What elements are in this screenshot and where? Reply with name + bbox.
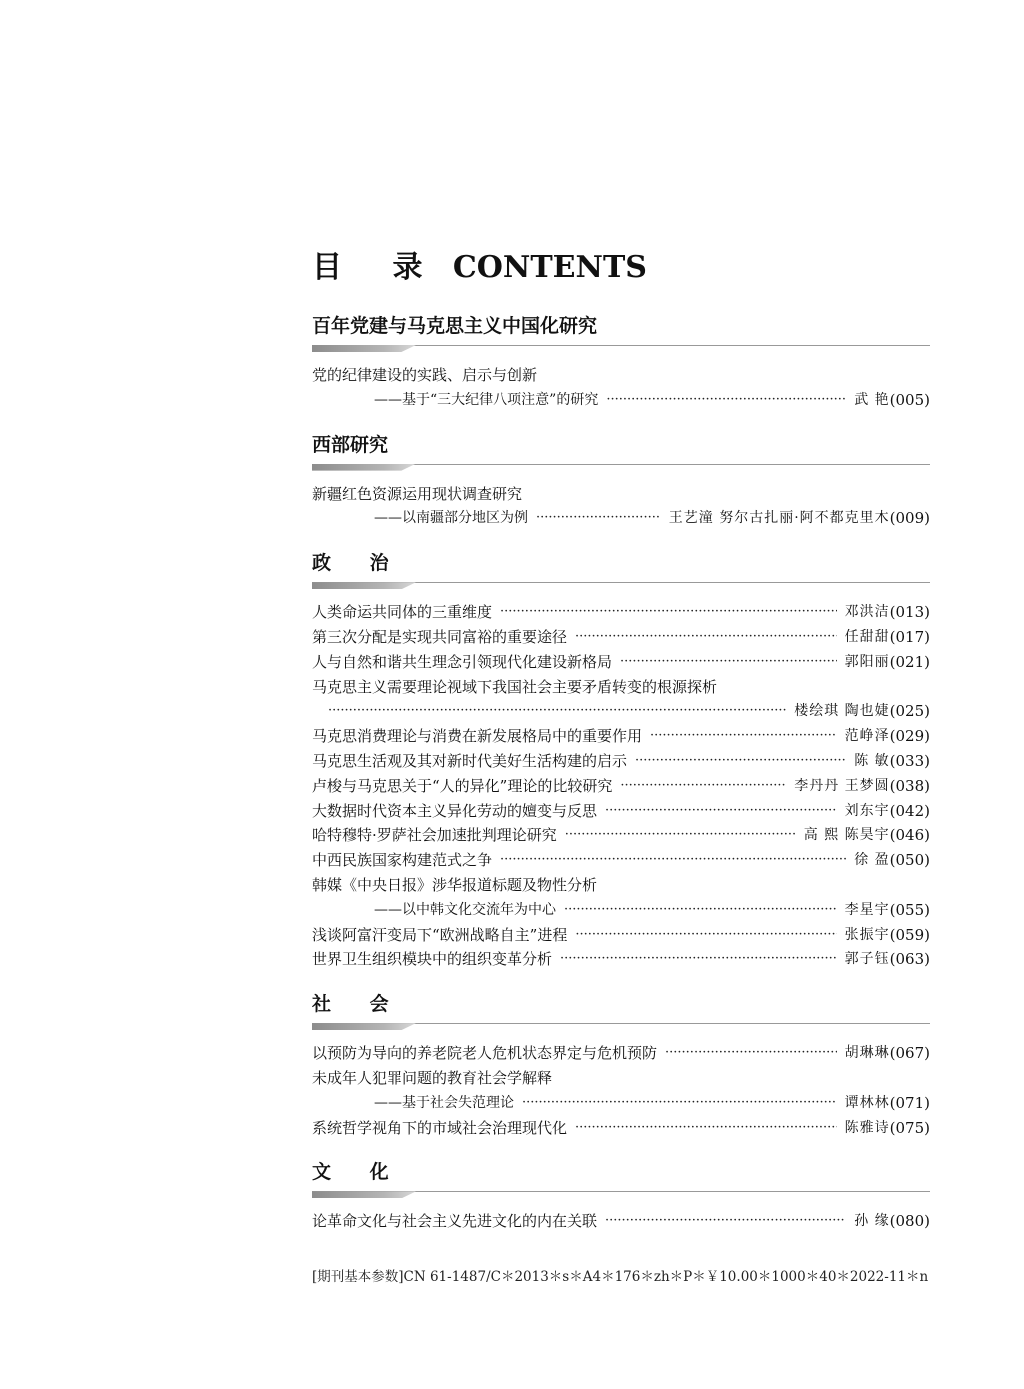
leader-dots xyxy=(500,848,846,873)
entry-page: (013) xyxy=(889,603,930,622)
toc-section xyxy=(312,1158,930,1234)
entry-title: 以预防为导向的养老院老人危机状态界定与危机预防 xyxy=(312,1044,658,1063)
toc-entry[interactable] xyxy=(312,363,930,413)
entry-author: 李丹丹 王梦圆 xyxy=(794,777,890,794)
entry-page: (042) xyxy=(889,801,930,820)
entry-page: (080) xyxy=(889,1212,930,1231)
leader-dots xyxy=(665,1041,837,1066)
table-of-contents xyxy=(312,248,930,1252)
toc-entry[interactable] xyxy=(312,724,930,749)
section-divider xyxy=(312,463,930,473)
entry-page: (021) xyxy=(889,652,930,671)
entry-author: 胡琳琳 xyxy=(844,1045,890,1062)
toc-entry[interactable] xyxy=(312,799,930,824)
section-title: 文 化 xyxy=(312,1161,405,1184)
entry-page: (033) xyxy=(889,751,930,770)
leader-dots xyxy=(500,600,837,625)
entry-author: 郭阳丽 xyxy=(844,653,890,670)
entry-page: (038) xyxy=(889,776,930,795)
entry-subtitle: ——基于“三大纪律八项注意”的研究 xyxy=(374,391,599,408)
leader-dots xyxy=(575,625,837,650)
toc-entry[interactable] xyxy=(312,774,930,799)
section-title: 社 会 xyxy=(312,993,405,1016)
entry-page: (063) xyxy=(889,950,930,969)
section-divider xyxy=(312,1022,930,1032)
leader-dots xyxy=(575,1116,837,1141)
entry-title: 浅谈阿富汗变局下“欧洲战略自主”进程 xyxy=(312,925,568,944)
section-divider xyxy=(312,344,930,354)
leader-dots xyxy=(575,923,836,948)
entry-author: 楼绘琪 陶也婕 xyxy=(794,703,890,720)
toc-entry[interactable] xyxy=(312,1041,930,1066)
entry-page: (071) xyxy=(889,1093,930,1112)
entry-title: 人类命运共同体的三重维度 xyxy=(312,603,493,622)
leader-dots xyxy=(620,774,786,799)
entry-title: 第三次分配是实现共同富裕的重要途径 xyxy=(312,627,568,646)
entry-title: 哈特穆特·罗萨社会加速批判理论研究 xyxy=(312,826,557,845)
entry-author: 刘东宇 xyxy=(844,802,890,819)
entry-page: (055) xyxy=(889,900,930,919)
leader-dots xyxy=(565,823,796,848)
entry-title: 大数据时代资本主义异化劳动的嬗变与反思 xyxy=(312,801,598,820)
toc-entry[interactable] xyxy=(312,1116,930,1141)
entry-page: (005) xyxy=(889,390,930,409)
toc-entry[interactable] xyxy=(312,923,930,948)
leader-dots xyxy=(564,898,837,923)
entry-author: 谭林林 xyxy=(844,1094,890,1111)
toc-section xyxy=(312,431,930,532)
page-title-zh: 目 录 xyxy=(312,250,443,285)
leader-dots xyxy=(635,749,846,774)
toc-entry[interactable] xyxy=(312,947,930,972)
entry-title: 马克思消费理论与消费在新发展格局中的重要作用 xyxy=(312,727,643,746)
entry-author: 张振宇 xyxy=(844,926,890,943)
leader-dots xyxy=(605,799,837,824)
entry-title: 人与自然和谐共生理念引领现代化建设新格局 xyxy=(312,652,613,671)
toc-entry[interactable] xyxy=(312,675,930,725)
toc-entry[interactable] xyxy=(312,1209,930,1234)
entry-title: 马克思生活观及其对新时代美好生活构建的启示 xyxy=(312,751,628,770)
entry-page: (050) xyxy=(889,851,930,870)
page-title xyxy=(312,248,930,288)
leader-dots xyxy=(522,1091,837,1116)
entry-page: (059) xyxy=(889,925,930,944)
entry-page: (009) xyxy=(889,509,930,528)
entry-page: (017) xyxy=(889,627,930,646)
entry-title: 新疆红色资源运用现状调查研究 xyxy=(312,484,523,503)
entry-author: 范峥泽 xyxy=(844,728,890,745)
section-title: 西部研究 xyxy=(312,433,389,456)
entry-author: 王艺潼 努尔古扎丽·阿不都克里木 xyxy=(668,510,890,527)
toc-entry[interactable] xyxy=(312,848,930,873)
entry-author: 高 熙 陈昊宇 xyxy=(803,827,890,844)
entry-title: 中西民族国家构建范式之争 xyxy=(312,851,493,870)
toc-entry[interactable] xyxy=(312,625,930,650)
toc-entry[interactable] xyxy=(312,600,930,625)
entry-subtitle: ——以中韩文化交流年为中心 xyxy=(374,901,556,918)
entry-page: (075) xyxy=(889,1118,930,1137)
entry-author: 郭子钰 xyxy=(844,951,890,968)
entry-author: 武 艳 xyxy=(854,391,890,408)
leader-dots xyxy=(328,699,786,724)
entry-page: (029) xyxy=(889,727,930,746)
journal-parameters-footer: [期刊基本参数]CN 61-1487/C＊2013＊s＊A4＊176＊zh＊P＊￥10.00＊1000＊40＊2022-11＊n xyxy=(312,1269,929,1285)
entry-page: (025) xyxy=(889,702,930,721)
leader-dots xyxy=(536,506,661,531)
toc-section xyxy=(312,312,930,413)
entry-author: 孙 缘 xyxy=(854,1213,890,1230)
section-divider xyxy=(312,1190,930,1200)
entry-title: 论革命文化与社会主义先进文化的内在关联 xyxy=(312,1212,598,1231)
entry-author: 任甜甜 xyxy=(844,628,890,645)
entry-title: 党的纪律建设的实践、启示与创新 xyxy=(312,366,538,384)
toc-section xyxy=(312,990,930,1140)
section-title: 政 治 xyxy=(312,552,405,575)
entry-author: 陈雅诗 xyxy=(844,1119,890,1136)
entry-author: 李星宇 xyxy=(844,901,890,918)
entry-author: 徐 盈 xyxy=(854,852,890,869)
sections-container xyxy=(312,312,930,1234)
entry-subtitle: ——基于社会失范理论 xyxy=(374,1094,514,1111)
page-title-en: CONTENTS xyxy=(452,250,647,285)
toc-section xyxy=(312,549,930,972)
entry-title: 系统哲学视角下的市域社会治理现代化 xyxy=(312,1118,568,1137)
leader-dots xyxy=(606,388,846,413)
toc-entry[interactable] xyxy=(312,823,930,848)
leader-dots xyxy=(650,724,837,749)
leader-dots xyxy=(620,650,837,675)
toc-entry[interactable] xyxy=(312,1066,930,1116)
entry-author: 邓洪洁 xyxy=(844,604,890,621)
toc-entry[interactable] xyxy=(312,749,930,774)
entry-title: 韩媒《中央日报》涉华报道标题及物性分析 xyxy=(312,875,598,894)
entry-title: 世界卫生组织模块中的组织变革分析 xyxy=(312,950,553,969)
entry-title: 未成年人犯罪问题的教育社会学解释 xyxy=(312,1068,553,1087)
entry-page: (046) xyxy=(889,826,930,845)
toc-entry[interactable] xyxy=(312,650,930,675)
entry-subtitle: ——以南疆部分地区为例 xyxy=(374,510,528,527)
entry-title: 马克思主义需要理论视域下我国社会主要矛盾转变的根源探析 xyxy=(312,677,718,696)
leader-dots xyxy=(560,947,837,972)
toc-entry[interactable] xyxy=(312,873,930,923)
entry-title: 卢梭与马克思关于“人的异化”理论的比较研究 xyxy=(312,776,613,795)
leader-dots xyxy=(605,1209,846,1234)
toc-entry[interactable] xyxy=(312,482,930,532)
entry-page: (067) xyxy=(889,1044,930,1063)
section-title: 百年党建与马克思主义中国化研究 xyxy=(312,315,598,337)
entry-author: 陈 敏 xyxy=(854,752,890,769)
section-divider xyxy=(312,581,930,591)
